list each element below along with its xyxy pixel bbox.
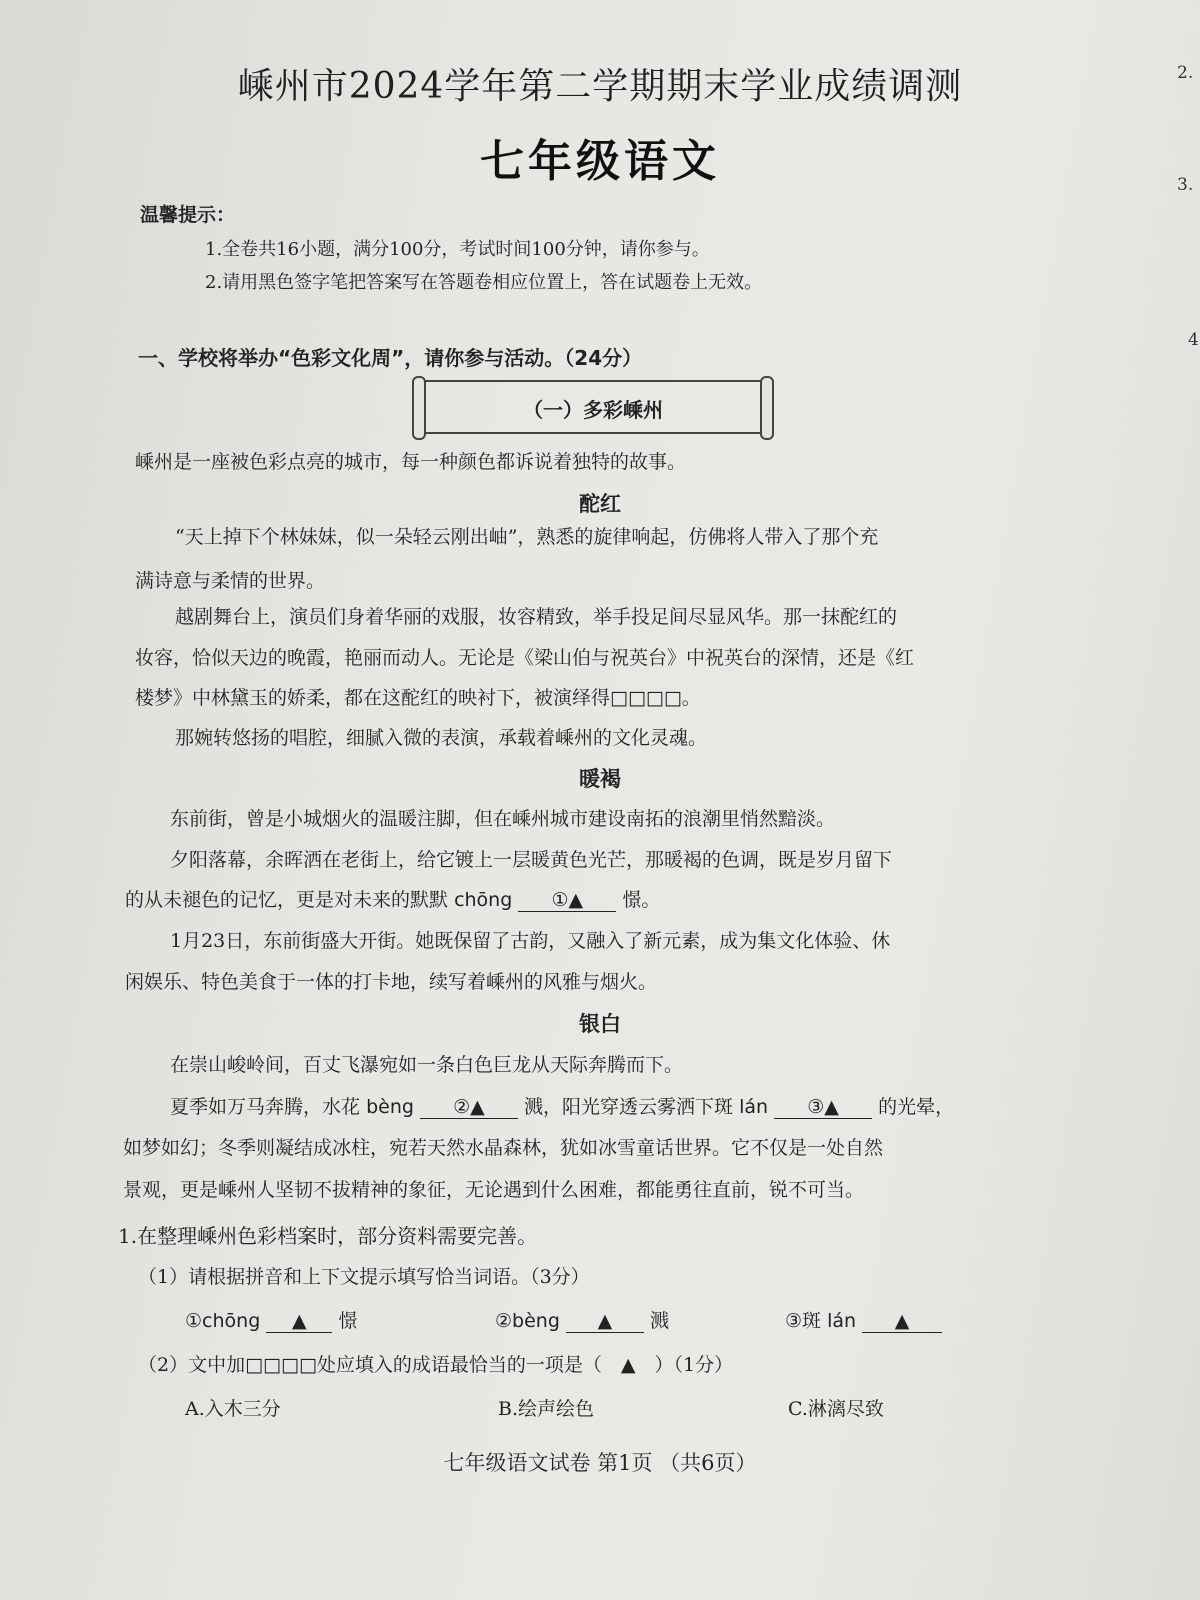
margin-number: 4 [1188,330,1199,350]
text-span: 的从未褪色的记忆，更是对未来的默默 [125,889,449,911]
text-span: 的光晕， [878,1096,955,1118]
paragraph-line: 闲娱乐、特色美食于一体的打卡地，续写着嵊州的风雅与烟火。 [125,971,658,993]
section-heading: 一、学校将举办“色彩文化周”，请你参与活动。（24分） [138,346,643,370]
text-span: 憬。 [622,889,661,911]
pinyin-hint: chōng [454,889,513,911]
intro-paragraph: 嵊州是一座被色彩点亮的城市，每一种颜色都诉说着独特的故事。 [135,451,687,473]
paragraph-line: 在崇山峻岭间，百丈飞瀑宛如一条白色巨龙从天际奔腾而下。 [170,1054,684,1076]
fill-blank-3: ③▲ [774,1096,872,1119]
paragraph-line: 满诗意与柔情的世界。 [135,570,326,592]
exam-title: 嵊州市2024学年第二学期期末学业成绩调测 [237,66,963,107]
pinyin-hint: bèng [366,1096,414,1118]
paragraph-line: 夕阳落幕，余晖洒在老街上，给它镀上一层暖黄色光芒，那暖褐的色调，既是岁月留下 [170,849,893,871]
subsection-heading-yinbai: 银白 [579,1012,621,1036]
exam-subtitle: 七年级语文 [480,136,720,187]
pinyin-hint: ②bèng [495,1310,560,1332]
tip-item: 1.全卷共16小题，满分100分，考试时间100分钟，请你参与。 [205,239,710,260]
paragraph-line [125,885,660,912]
banner-label: （一）多彩嵊州 [523,398,663,422]
fill-blank-2: ②▲ [420,1096,518,1119]
pinyin-hint: ①chōng [185,1310,261,1332]
paragraph-line: 东前街，曾是小城烟火的温暖注脚，但在嵊州城市建设南拓的浪潮里悄然黯淡。 [170,808,836,830]
paragraph-line: “天上掉下个林妹妹，似一朵轻云刚出岫”，熟悉的旋律响起，仿佛将人带入了那个充 [175,526,879,548]
text-span: 溅 [649,1310,669,1332]
question-stem: 1.在整理嵊州色彩档案时，部分资料需要完善。 [118,1224,538,1248]
answer-fill-2 [495,1306,669,1333]
option-a: A.入木三分 [185,1398,281,1420]
paragraph-line: 1月23日，东前街盛大开街。她既保留了古韵，又融入了新元素，成为集文化体验、休 [170,930,891,952]
answer-blank: ▲ [266,1310,332,1333]
paragraph-line: 那婉转悠扬的唱腔，细腻入微的表演，承载着嵊州的文化灵魂。 [175,727,708,749]
pinyin-hint: lán [739,1096,769,1118]
paragraph-line: 景观，更是嵊州人坚韧不拔精神的象征，无论遇到什么困难，都能勇往直前，锐不可当。 [123,1179,865,1201]
page-footer: 七年级语文试卷 第1页 （共6页） [443,1451,757,1475]
answer-blank: ▲ [566,1310,644,1333]
paragraph-line: 楼梦》中林黛玉的娇柔，都在这酡红的映衬下，被演绎得□□□□。 [135,687,701,709]
answer-fill-1 [185,1306,357,1333]
sub-question-1: （1）请根据拼音和上下文提示填写恰当词语。（3分） [138,1266,590,1288]
pinyin-hint: ③斑 lán [785,1310,857,1332]
fill-blank-1: ①▲ [518,889,616,912]
answer-blank: ▲ [862,1310,942,1333]
text-span: 溅，阳光穿透云雾洒下斑 [524,1096,734,1118]
paragraph-line: 妆容，恰似天边的晚霞，艳丽而动人。无论是《梁山伯与祝英台》中祝英台的深情，还是《红 [135,647,915,669]
paragraph-line: 如梦如幻；冬季则凝结成冰柱，宛若天然水晶森林，犹如冰雪童话世界。它不仅是一处自然 [123,1137,884,1159]
section-banner-scroll [420,380,766,434]
paragraph-line [170,1092,954,1119]
tips-heading: 温馨提示： [140,204,236,226]
sub-question-2: （2）文中加□□□□处应填入的成语最恰当的一项是（ ▲ ）（1分） [138,1354,734,1376]
subsection-heading-nuanhe: 暖褐 [579,767,621,791]
subsection-heading-tuohong: 酡红 [579,492,621,516]
tip-item: 2.请用黑色签字笔把答案写在答题卷相应位置上，答在试题卷上无效。 [205,272,763,293]
option-c: C.淋漓尽致 [788,1398,884,1420]
answer-fill-3 [785,1306,942,1333]
margin-number: 2. [1177,63,1194,83]
margin-number: 3. [1177,175,1194,195]
paragraph-line: 越剧舞台上，演员们身着华丽的戏服，妆容精致，举手投足间尽显风华。那一抹酡红的 [175,606,898,628]
option-b: B.绘声绘色 [498,1398,595,1420]
text-span: 憬 [338,1310,358,1332]
text-span: 夏季如万马奔腾，水花 [170,1096,361,1118]
